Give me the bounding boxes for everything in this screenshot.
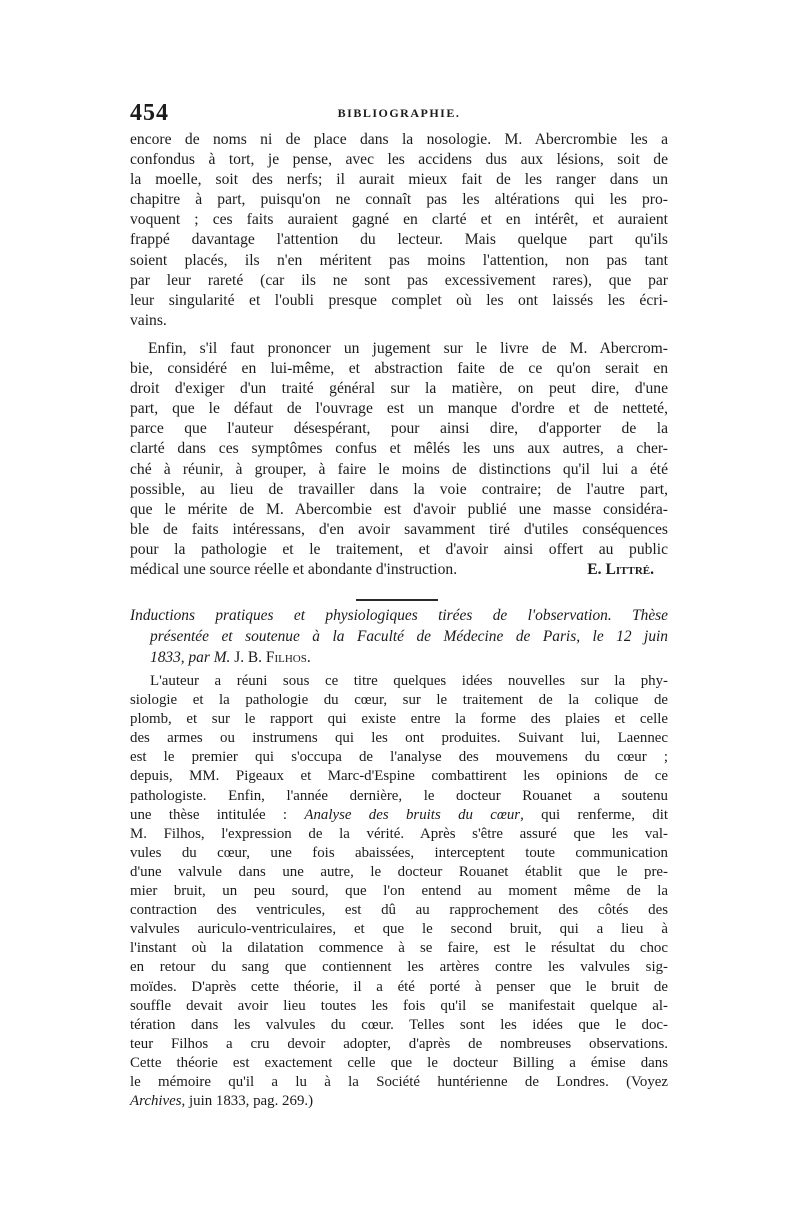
review-line: teur Filhos a cru devoir adopter, d'après de nombreuses observations. [130, 1035, 668, 1052]
title-line-prefix: 1833, par M. [150, 649, 235, 666]
text-line: voquent ; ces faits auraient gagné en clarté et en intérêt, et auraient [130, 211, 668, 229]
review-line: en retour du sang que contiennent les artères contre les valvules sig- [130, 959, 668, 976]
text-line: possible, au lieu de travailler dans la voie contraire; de l'autre part, [130, 480, 668, 498]
review-line: pathologiste. Enfin, l'année dernière, le docteur Rouanet a soutenu [130, 787, 668, 804]
review-line: valvules auriculo-ventriculaires, et que le second bruit, qui a lieu à [130, 921, 668, 938]
text-line: encore de noms ni de place dans la nosologie. M. Abercrombie les a [130, 131, 668, 148]
text-line: part, que le défaut de l'ouvrage est un manque d'ordre et de netteté, [130, 400, 668, 418]
review-line: d'une valvule dans une autre, le docteur Rouanet établit que le pre- [130, 863, 668, 880]
text-line: médical une source réelle et abondante d'instruction. [130, 561, 458, 579]
review-line-with-title [130, 806, 668, 825]
review-line: l'instant où la dilatation commence à se faire, est le résultat du choc [130, 940, 668, 957]
text-line: frappé davantage l'attention du lecteur. Mais quelque part qu'ils [130, 231, 668, 249]
text-line: clarté dans ces symptômes confus et mêlés les uns aux autres, a cher- [130, 440, 668, 458]
review-line: souffle devait avoir lieu toutes les fois qu'il se manifestait quelque al- [130, 997, 668, 1014]
title-line: Inductions pratiques et physiologiques tirées de l'observation. Thèse [130, 607, 668, 624]
review-line: des armes ou instrumens qui les ont produites. Suivant lui, Laennec [130, 730, 668, 747]
review-line-final [130, 1092, 668, 1111]
page-number: 454 [130, 100, 169, 126]
review-line: tération dans les valvules du cœur. Telles sont les idées que le doc- [130, 1016, 668, 1033]
title-line: présentée et soutenue à la Faculté de Médecine de Paris, le 12 juin [150, 628, 668, 645]
text-line: confondus à tort, je pense, avec les accidens dus aux lésions, soit de [130, 151, 668, 169]
review-line: L'auteur a réuni sous ce titre quelques idées nouvelles sur la phy- [150, 673, 668, 689]
review-line: M. Filhos, l'expression de la vérité. Après s'être assuré que les val- [130, 825, 668, 842]
review-line: est le premier qui s'occupa de l'analyse des mouvemens du cœur ; [130, 749, 668, 766]
review-line: plomb, et sur le rapport qui existe entre la forme des plaies et celle [130, 711, 668, 728]
review-line: depuis, MM. Pigeaux et Marc-d'Espine combattirent les opinions de ce [130, 768, 668, 785]
text-line: droit d'exiger d'un traité général sur la matière, on peut dire, d'une [130, 380, 668, 398]
author-signature: E. Littré. [587, 561, 654, 579]
review-line: , juin 1833, pag. 269.) [181, 1093, 314, 1110]
review-line: mier bruit, un peu sourd, que l'on entend au moment même de la [130, 883, 668, 900]
cited-journal: Archives [130, 1093, 182, 1110]
review-line: Cette théorie est exactement celle que le docteur Billing a émise dans [130, 1054, 668, 1071]
review-title [130, 605, 668, 668]
text-line: soient placés, ils n'en méritent pas moins l'attention, non pas tant [130, 251, 668, 269]
text-line: la moelle, soit des nerfs; il aurait mieux fait de les ranger dans un [130, 171, 668, 189]
text-line: Enfin, s'il faut prononcer un jugement sur le livre de M. Abercrom- [148, 340, 668, 357]
text-line: que le mérite de M. Abercombie est d'avoir publié une masse considéra- [130, 500, 668, 518]
review-line: moïdes. D'après cette théorie, il a été porté à penser que le bruit de [130, 978, 668, 995]
text-line: parce que l'auteur désespérant, pour ainsi dire, d'apporter de la [130, 420, 668, 438]
review-line: siologie et la pathologie du cœur, sur le traitement de la colique de [130, 692, 668, 709]
review-line: contraction des ventricules, est dû au rapprochement des côtés des [130, 902, 668, 919]
paragraph-continuation [130, 130, 668, 331]
section-divider [356, 599, 438, 601]
review-text [130, 672, 668, 1111]
text-line: vains. [130, 311, 167, 329]
text-line-with-signature [130, 560, 668, 580]
paragraph-conclusion [130, 339, 668, 580]
text-line: leur singularité et l'oubli presque complet où les ont laissés les écri- [130, 291, 668, 309]
text-line: ble de faits intéressans, d'en avoir savamment tiré d'utiles conséquences [130, 520, 668, 538]
review-line: le mémoire qu'il a lu à la Société huntérienne de Londres. (Voyez [130, 1073, 668, 1090]
review-line: une thèse intitulée : [130, 806, 305, 823]
title-line [130, 647, 668, 668]
page-header [130, 100, 668, 126]
text-line: ché à réunir, à grouper, à faire le moins de distinctions qu'il lui a été [130, 460, 668, 478]
review-line: , qui renferme, dit [520, 806, 668, 823]
text-line: par leur rareté (car ils ne sont pas excessivement rares), que par [130, 271, 668, 289]
text-line: chapitre à part, puisqu'on ne connaît pas les altérations qui les pro- [130, 191, 668, 209]
text-line: pour la pathologie et le traitement, et d'avoir ainsi offert au public [130, 540, 668, 558]
review-author: J. B. Filhos. [234, 649, 311, 666]
cited-title: Analyse des bruits du cœur [304, 806, 521, 823]
text-line: bie, considéré en lui-même, et abstraction faite de ce qu'on serait en [130, 360, 668, 378]
running-head: BIBLIOGRAPHIE. [337, 106, 461, 120]
review-line: vules du cœur, une fois abaissées, interceptent toute communication [130, 844, 668, 861]
